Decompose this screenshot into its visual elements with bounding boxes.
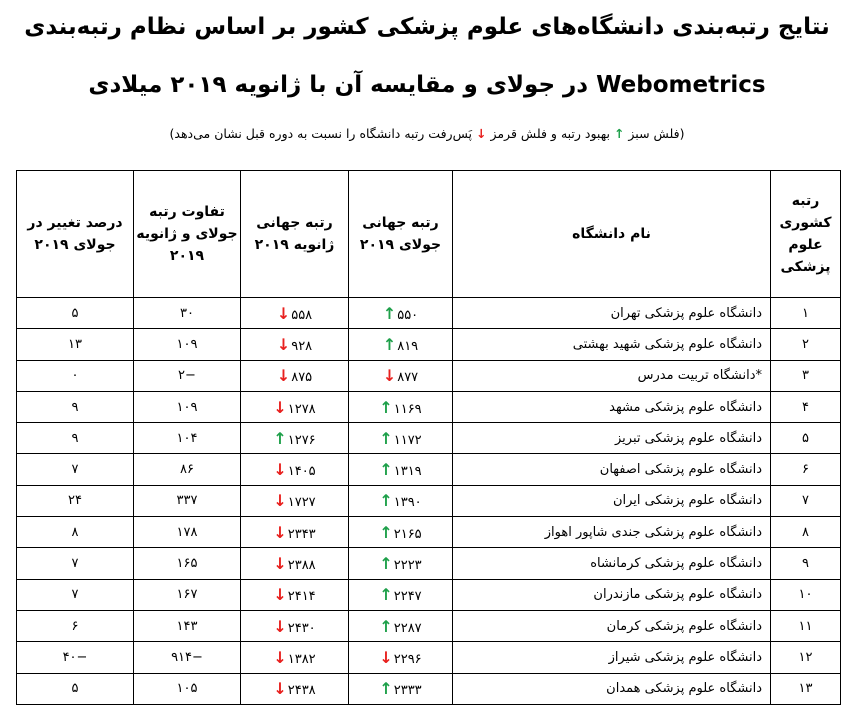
table-row: [17, 423, 841, 454]
national-rank-cell: ۱۱: [771, 610, 841, 641]
table-header-row: [17, 171, 841, 298]
university-name-cell: *دانشگاه تربیت مدرس: [453, 360, 771, 391]
rank-value: ۲۴۳۰: [287, 620, 316, 636]
national-rank-cell: ۵: [771, 423, 841, 454]
down-arrow-icon: ↓: [273, 647, 287, 667]
university-name-cell: دانشگاه علوم پزشکی جندی شاپور اهواز: [453, 517, 771, 548]
world-rank-july-cell: [349, 673, 453, 704]
rank-value: ۲۳۴۳: [287, 526, 316, 542]
rank-value: ۲۴۳۸: [287, 683, 316, 699]
world-rank-january-cell: [241, 298, 349, 329]
up-arrow-icon: ↑: [379, 460, 393, 480]
table-body: [17, 298, 841, 705]
header-university-name: نام دانشگاه: [453, 171, 771, 298]
down-arrow-icon: ↓: [273, 522, 287, 542]
rank-value: ۱۳۸۲: [287, 651, 316, 667]
change-percent-cell: ۶: [17, 610, 134, 641]
world-rank-july-cell: [349, 298, 453, 329]
table-row: [17, 673, 841, 704]
legend-note: [0, 126, 854, 141]
rank-value: ۱۲۷۶: [287, 432, 316, 448]
down-arrow-icon: ↓: [273, 491, 287, 511]
down-arrow-icon: ↓: [273, 616, 287, 636]
world-rank-january-cell: [241, 485, 349, 516]
change-percent-cell: ۱۳: [17, 329, 134, 360]
world-rank-july-cell: [349, 485, 453, 516]
up-arrow-icon: ↑: [379, 397, 393, 417]
down-arrow-icon: ↓: [382, 366, 397, 386]
legend-suffix: پَس‌رفت رتبه دانشگاه را نسبت به دوره قبل نشان می‌دهد): [169, 126, 473, 141]
world-rank-january-cell: [241, 454, 349, 485]
rank-value: ۸۷۷: [397, 370, 419, 386]
national-rank-cell: ۶: [771, 454, 841, 485]
world-rank-january-cell: [241, 610, 349, 641]
down-arrow-icon: ↓: [273, 460, 287, 480]
change-percent-cell: −۴۰: [17, 642, 134, 673]
down-arrow-icon: ↓: [476, 126, 487, 141]
up-arrow-icon: ↑: [382, 303, 397, 323]
rank-value: ۱۷۲۷: [287, 495, 316, 511]
table-row: [17, 454, 841, 485]
table-row: [17, 610, 841, 641]
up-arrow-icon: ↑: [613, 126, 625, 141]
down-arrow-icon: ↓: [273, 585, 287, 605]
national-rank-cell: ۳: [771, 360, 841, 391]
world-rank-january-cell: [241, 579, 349, 610]
rank-value: ۵۵۰: [397, 307, 419, 323]
rank-diff-cell: −۲: [134, 360, 241, 391]
down-arrow-icon: ↓: [276, 303, 291, 323]
national-rank-cell: ۹: [771, 548, 841, 579]
up-arrow-icon: ↑: [379, 522, 393, 542]
university-name-cell: دانشگاه علوم پزشکی کرمانشاه: [453, 548, 771, 579]
rank-value: ۲۴۱۴: [287, 589, 316, 605]
world-rank-january-cell: [241, 517, 349, 548]
table-row: [17, 485, 841, 516]
world-rank-january-cell: [241, 673, 349, 704]
rank-value: ۱۳۹۰: [393, 495, 422, 511]
change-percent-cell: ۰: [17, 360, 134, 391]
rank-diff-cell: −۹۱۴: [134, 642, 241, 673]
legend-prefix: (فلش سبز: [628, 126, 685, 141]
down-arrow-icon: ↓: [379, 647, 393, 667]
up-arrow-icon: ↑: [379, 679, 393, 699]
rank-value: ۲۲۸۷: [393, 620, 422, 636]
world-rank-january-cell: [241, 548, 349, 579]
table-row: [17, 642, 841, 673]
university-name-cell: دانشگاه علوم پزشکی کرمان: [453, 610, 771, 641]
world-rank-july-cell: [349, 517, 453, 548]
title-line-2: Webometrics در جولای و مقایسه آن با ژانویه ۲۰۱۹ میلادی: [88, 72, 766, 98]
world-rank-july-cell: [349, 454, 453, 485]
national-rank-cell: ۱۳: [771, 673, 841, 704]
rank-value: ۲۳۸۸: [287, 558, 316, 574]
rank-diff-cell: ۱۰۴: [134, 423, 241, 454]
rank-diff-cell: ۱۰۵: [134, 673, 241, 704]
university-name-cell: دانشگاه علوم پزشکی تبریز: [453, 423, 771, 454]
world-rank-july-cell: [349, 579, 453, 610]
up-arrow-icon: ↑: [379, 554, 393, 574]
university-name-cell: دانشگاه علوم پزشکی همدان: [453, 673, 771, 704]
university-name-cell: دانشگاه علوم پزشکی تهران: [453, 298, 771, 329]
down-arrow-icon: ↓: [273, 679, 287, 699]
world-rank-july-cell: [349, 391, 453, 422]
university-name-cell: دانشگاه علوم پزشکی شهید بهشتی: [453, 329, 771, 360]
header-rank-diff: تفاوت رتبه جولای و ژانویه ۲۰۱۹: [134, 171, 241, 298]
down-arrow-icon: ↓: [273, 554, 287, 574]
header-world-rank-january: رتبه جهانی ژانویه ۲۰۱۹: [241, 171, 349, 298]
national-rank-cell: ۱۲: [771, 642, 841, 673]
world-rank-january-cell: [241, 329, 349, 360]
rank-diff-cell: ۱۰۹: [134, 329, 241, 360]
change-percent-cell: ۷: [17, 548, 134, 579]
change-percent-cell: ۹: [17, 391, 134, 422]
rank-value: ۲۱۶۵: [393, 526, 422, 542]
rank-diff-cell: ۱۶۷: [134, 579, 241, 610]
university-name-cell: دانشگاه علوم پزشکی شیراز: [453, 642, 771, 673]
up-arrow-icon: ↑: [379, 491, 393, 511]
world-rank-january-cell: [241, 391, 349, 422]
university-name-cell: دانشگاه علوم پزشکی اصفهان: [453, 454, 771, 485]
world-rank-july-cell: [349, 360, 453, 391]
up-arrow-icon: ↑: [379, 585, 393, 605]
change-percent-cell: ۸: [17, 517, 134, 548]
university-name-cell: دانشگاه علوم پزشکی مازندران: [453, 579, 771, 610]
rank-diff-cell: ۱۶۵: [134, 548, 241, 579]
table-row: [17, 579, 841, 610]
header-world-rank-july: رتبه جهانی جولای ۲۰۱۹: [349, 171, 453, 298]
up-arrow-icon: ↑: [382, 334, 397, 354]
rank-value: ۱۱۷۲: [393, 432, 422, 448]
world-rank-july-cell: [349, 423, 453, 454]
up-arrow-icon: ↑: [273, 428, 287, 448]
national-rank-cell: ۲: [771, 329, 841, 360]
up-arrow-icon: ↑: [379, 428, 393, 448]
ranking-table: [16, 170, 841, 705]
down-arrow-icon: ↓: [276, 366, 291, 386]
rank-diff-cell: ۳۰: [134, 298, 241, 329]
rank-value: ۲۲۲۳: [393, 558, 422, 574]
table-row: [17, 360, 841, 391]
national-rank-cell: ۷: [771, 485, 841, 516]
world-rank-january-cell: [241, 423, 349, 454]
title-line-1: نتایج رتبه‌بندی دانشگاه‌های علوم پزشکی کشور بر اساس نظام رتبه‌بندی: [24, 14, 830, 40]
rank-value: ۲۲۴۷: [393, 589, 422, 605]
change-percent-cell: ۲۴: [17, 485, 134, 516]
rank-value: ۱۴۰۵: [287, 464, 316, 480]
rank-value: ۱۱۶۹: [393, 401, 422, 417]
rank-value: ۱۳۱۹: [393, 464, 422, 480]
national-rank-cell: ۱۰: [771, 579, 841, 610]
header-national-rank: رتبه کشوری علوم پزشکی: [771, 171, 841, 298]
university-name-cell: دانشگاه علوم پزشکی ایران: [453, 485, 771, 516]
legend-middle: بهبود رتبه و فلش قرمز: [490, 126, 610, 141]
change-percent-cell: ۵: [17, 298, 134, 329]
rank-value: ۹۲۸: [291, 338, 313, 354]
national-rank-cell: ۴: [771, 391, 841, 422]
table-row: [17, 329, 841, 360]
down-arrow-icon: ↓: [276, 334, 291, 354]
national-rank-cell: ۱: [771, 298, 841, 329]
national-rank-cell: ۸: [771, 517, 841, 548]
rank-value: ۲۲۹۶: [393, 651, 422, 667]
rank-value: ۲۳۳۳: [393, 683, 422, 699]
rank-value: ۱۲۷۸: [287, 401, 316, 417]
down-arrow-icon: ↓: [273, 397, 287, 417]
change-percent-cell: ۹: [17, 423, 134, 454]
rank-diff-cell: ۱۷۸: [134, 517, 241, 548]
table-row: [17, 517, 841, 548]
rank-value: ۵۵۸: [291, 307, 313, 323]
world-rank-january-cell: [241, 642, 349, 673]
rank-diff-cell: ۱۰۹: [134, 391, 241, 422]
change-percent-cell: ۷: [17, 579, 134, 610]
change-percent-cell: ۷: [17, 454, 134, 485]
world-rank-july-cell: [349, 548, 453, 579]
table-row: [17, 548, 841, 579]
rank-value: ۸۱۹: [397, 338, 419, 354]
rank-diff-cell: ۸۶: [134, 454, 241, 485]
rank-diff-cell: ۱۴۳: [134, 610, 241, 641]
change-percent-cell: ۵: [17, 673, 134, 704]
table-row: [17, 298, 841, 329]
world-rank-july-cell: [349, 642, 453, 673]
header-change-percent: درصد تغییر در جولای ۲۰۱۹: [17, 171, 134, 298]
university-name-cell: دانشگاه علوم پزشکی مشهد: [453, 391, 771, 422]
world-rank-july-cell: [349, 329, 453, 360]
table-row: [17, 391, 841, 422]
rank-diff-cell: ۳۳۷: [134, 485, 241, 516]
up-arrow-icon: ↑: [379, 616, 393, 636]
world-rank-july-cell: [349, 610, 453, 641]
rank-value: ۸۷۵: [291, 370, 313, 386]
world-rank-january-cell: [241, 360, 349, 391]
